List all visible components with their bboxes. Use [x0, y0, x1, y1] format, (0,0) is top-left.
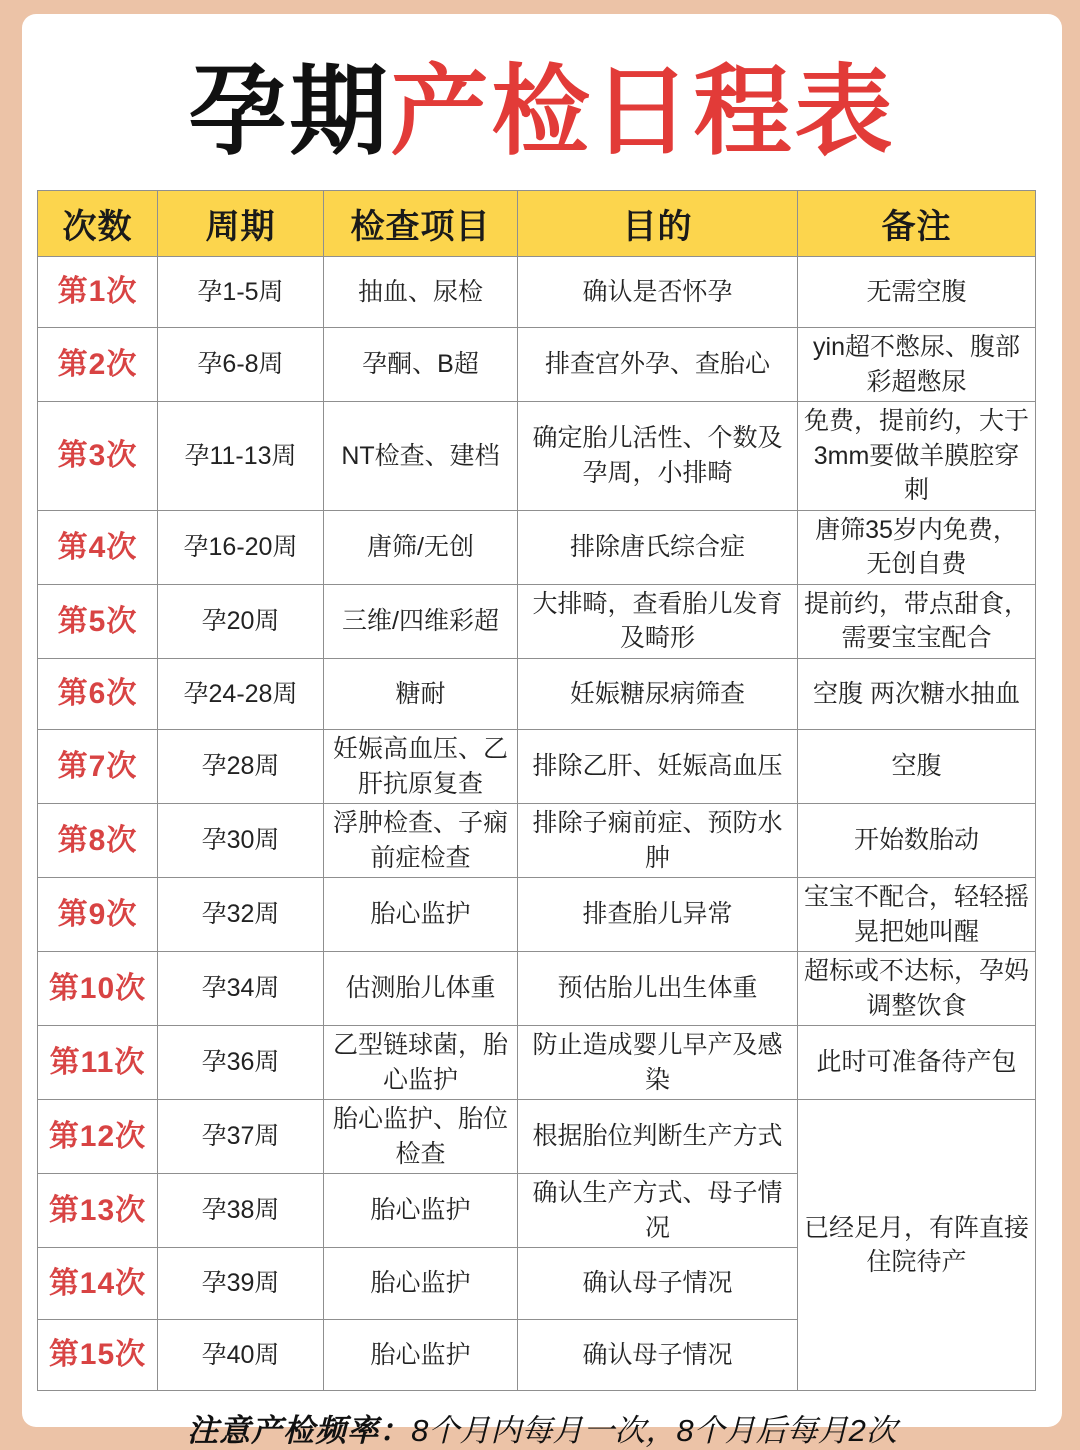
table-row: [38, 1100, 1036, 1174]
cell-note: 此时可准备待产包: [798, 1026, 1036, 1100]
cell-note: 开始数胎动: [798, 804, 1036, 878]
frequency-note-label: 注意产检频率：: [187, 1413, 412, 1449]
cell-times: 第14次: [38, 1248, 158, 1320]
table-row: [38, 256, 1036, 328]
column-header-period: 周期: [158, 190, 324, 256]
cell-period: 孕24-28周: [158, 658, 324, 730]
cell-times: 第9次: [38, 878, 158, 952]
cell-note: 宝宝不配合，轻轻摇晃把她叫醒: [798, 878, 1036, 952]
cell-note: 唐筛35岁内免费，无创自费: [798, 510, 1036, 584]
cell-purpose: 预估胎儿出生体重: [518, 952, 798, 1026]
table-row: [38, 878, 1036, 952]
cell-purpose: 排除乙肝、妊娠高血压: [518, 730, 798, 804]
cell-period: 孕11-13周: [158, 402, 324, 511]
cell-items: 三维/四维彩超: [324, 584, 518, 658]
cell-items: 胎心监护: [324, 1319, 518, 1391]
cell-items: 估测胎儿体重: [324, 952, 518, 1026]
table-row: [38, 804, 1036, 878]
cell-period: 孕39周: [158, 1248, 324, 1320]
cell-purpose: 确认母子情况: [518, 1319, 798, 1391]
table-row: [38, 584, 1036, 658]
cell-purpose: 排除唐氏综合症: [518, 510, 798, 584]
frequency-note: [22, 1405, 1062, 1450]
cell-items: 糖耐: [324, 658, 518, 730]
cell-purpose: 防止造成婴儿早产及感染: [518, 1026, 798, 1100]
cell-times: 第15次: [38, 1319, 158, 1391]
cell-period: 孕1-5周: [158, 256, 324, 328]
cell-period: 孕28周: [158, 730, 324, 804]
table-row: [38, 1026, 1036, 1100]
table-row: [38, 510, 1036, 584]
cell-purpose: 确认母子情况: [518, 1248, 798, 1320]
cell-times: 第6次: [38, 658, 158, 730]
cell-times: 第11次: [38, 1026, 158, 1100]
cell-times: 第3次: [38, 402, 158, 511]
cell-times: 第12次: [38, 1100, 158, 1174]
cell-period: 孕16-20周: [158, 510, 324, 584]
cell-purpose: 妊娠糖尿病筛查: [518, 658, 798, 730]
cell-items: 浮肿检查、子痫前症检查: [324, 804, 518, 878]
cell-times: 第13次: [38, 1174, 158, 1248]
cell-note: 空腹: [798, 730, 1036, 804]
cell-purpose: 确认生产方式、母子情况: [518, 1174, 798, 1248]
cell-period: 孕20周: [158, 584, 324, 658]
cell-items: 唐筛/无创: [324, 510, 518, 584]
cell-items: NT检查、建档: [324, 402, 518, 511]
column-header-note: 备注: [798, 190, 1036, 256]
poster-page: [22, 14, 1062, 1449]
cell-items: 乙型链球菌，胎心监护: [324, 1026, 518, 1100]
page-title-black: 孕期: [188, 56, 391, 166]
cell-purpose: 排查宫外孕、查胎心: [518, 328, 798, 402]
table-row: [38, 658, 1036, 730]
cell-note: 空腹 两次糖水抽血: [798, 658, 1036, 730]
table-header-row: [38, 190, 1036, 256]
cell-period: 孕37周: [158, 1100, 324, 1174]
cell-items: 胎心监护: [324, 1248, 518, 1320]
table-row: [38, 328, 1036, 402]
checkup-schedule-table: [37, 190, 1036, 1392]
cell-times: 第10次: [38, 952, 158, 1026]
cell-note-merged: 已经足月，有阵直接住院待产: [798, 1100, 1036, 1391]
cell-purpose: 大排畸，查看胎儿发育及畸形: [518, 584, 798, 658]
cell-period: 孕38周: [158, 1174, 324, 1248]
column-header-times: 次数: [38, 190, 158, 256]
table-row: [38, 402, 1036, 511]
cell-times: 第5次: [38, 584, 158, 658]
cell-purpose: 排查胎儿异常: [518, 878, 798, 952]
frequency-note-text: 8个月内每月一次，8个月后每月2次: [411, 1413, 897, 1449]
cell-purpose: 确认是否怀孕: [518, 256, 798, 328]
cell-period: 孕30周: [158, 804, 324, 878]
table-row: [38, 952, 1036, 1026]
cell-note: 提前约，带点甜食，需要宝宝配合: [798, 584, 1036, 658]
cell-items: 胎心监护: [324, 1174, 518, 1248]
cell-purpose: 确定胎儿活性、个数及孕周，小排畸: [518, 402, 798, 511]
page-title-red: 产检日程表: [390, 56, 896, 166]
cell-period: 孕34周: [158, 952, 324, 1026]
cell-period: 孕6-8周: [158, 328, 324, 402]
cell-times: 第4次: [38, 510, 158, 584]
cell-items: 胎心监护、胎位检查: [324, 1100, 518, 1174]
cell-items: 抽血、尿检: [324, 256, 518, 328]
page-title: [22, 56, 1062, 168]
cell-times: 第8次: [38, 804, 158, 878]
column-header-items: 检查项目: [324, 190, 518, 256]
column-header-purpose: 目的: [518, 190, 798, 256]
cell-note: 免费，提前约，大于3mm要做羊膜腔穿刺: [798, 402, 1036, 511]
cell-period: 孕32周: [158, 878, 324, 952]
cell-times: 第1次: [38, 256, 158, 328]
cell-purpose: 排除子痫前症、预防水肿: [518, 804, 798, 878]
cell-period: 孕36周: [158, 1026, 324, 1100]
cell-times: 第7次: [38, 730, 158, 804]
table-row: [38, 730, 1036, 804]
cell-items: 妊娠高血压、乙肝抗原复查: [324, 730, 518, 804]
cell-note: 超标或不达标，孕妈调整饮食: [798, 952, 1036, 1026]
cell-items: 胎心监护: [324, 878, 518, 952]
cell-note: yin超不憋尿、腹部彩超憋尿: [798, 328, 1036, 402]
cell-times: 第2次: [38, 328, 158, 402]
cell-note: 无需空腹: [798, 256, 1036, 328]
cell-purpose: 根据胎位判断生产方式: [518, 1100, 798, 1174]
cell-period: 孕40周: [158, 1319, 324, 1391]
cell-items: 孕酮、B超: [324, 328, 518, 402]
